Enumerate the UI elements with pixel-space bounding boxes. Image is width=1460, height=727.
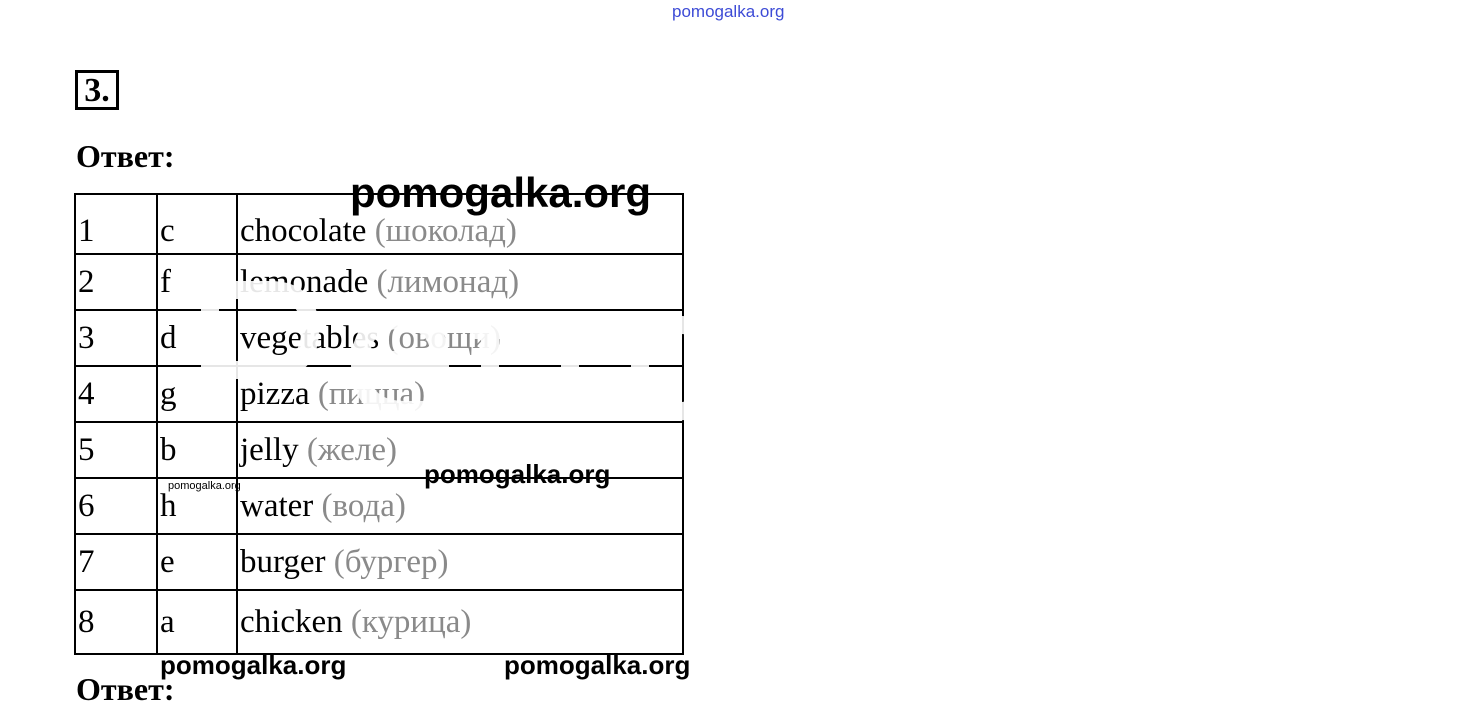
answer-heading: Ответ:	[76, 138, 175, 174]
row-translation: (шоколад)	[374, 212, 517, 249]
row-translation: (бургер)	[333, 543, 449, 580]
watermark-text: pomogalka.org	[168, 480, 241, 492]
row-translation: (желе)	[306, 431, 398, 468]
row-translation: (лимонад)	[376, 263, 520, 300]
row-word-cell	[237, 254, 683, 310]
table-row	[75, 254, 683, 310]
row-number: 3	[75, 310, 157, 366]
row-word: jelly	[240, 431, 299, 468]
row-word-cell	[237, 534, 683, 590]
watermark-text: pomogalka.org	[424, 459, 611, 489]
table-row	[75, 366, 683, 422]
table-row	[75, 310, 683, 366]
row-word: burger	[240, 543, 326, 580]
row-word-cell	[237, 366, 683, 422]
row-number: 5	[75, 422, 157, 478]
row-letter: g	[157, 366, 237, 422]
row-translation: (курица)	[350, 603, 472, 640]
row-word: lemonade	[240, 263, 369, 300]
table-row	[75, 534, 683, 590]
row-number: 8	[75, 590, 157, 654]
row-word-cell	[237, 310, 683, 366]
row-word: pizza	[240, 375, 310, 412]
row-word: vegetables	[240, 319, 380, 356]
row-translation: (пицца)	[317, 375, 426, 412]
table-row	[75, 590, 683, 654]
site-link[interactable]: pomogalka.org	[672, 2, 785, 21]
answer-table	[74, 193, 684, 655]
task-number: 3.	[75, 70, 119, 110]
row-word: chocolate	[240, 212, 367, 249]
row-letter: c	[157, 194, 237, 254]
row-number: 2	[75, 254, 157, 310]
row-number: 6	[75, 478, 157, 534]
row-number: 4	[75, 366, 157, 422]
row-letter: f	[157, 254, 237, 310]
row-translation: (вода)	[321, 487, 406, 524]
row-word: water	[240, 487, 314, 524]
row-number: 7	[75, 534, 157, 590]
row-translation: (овощи)	[387, 319, 501, 356]
row-letter: a	[157, 590, 237, 654]
row-letter: d	[157, 310, 237, 366]
row-letter: b	[157, 422, 237, 478]
watermark-text: pomogalka.org	[350, 169, 652, 216]
row-letter: h	[157, 478, 237, 534]
row-number: 1	[75, 194, 157, 254]
watermark-text: pomogalka.org	[504, 650, 691, 680]
row-letter: e	[157, 534, 237, 590]
row-word-cell	[237, 590, 683, 654]
row-word: chicken	[240, 603, 343, 640]
watermark-text: pomogalka.org	[160, 650, 347, 680]
answer-heading: Ответ:	[76, 671, 175, 707]
